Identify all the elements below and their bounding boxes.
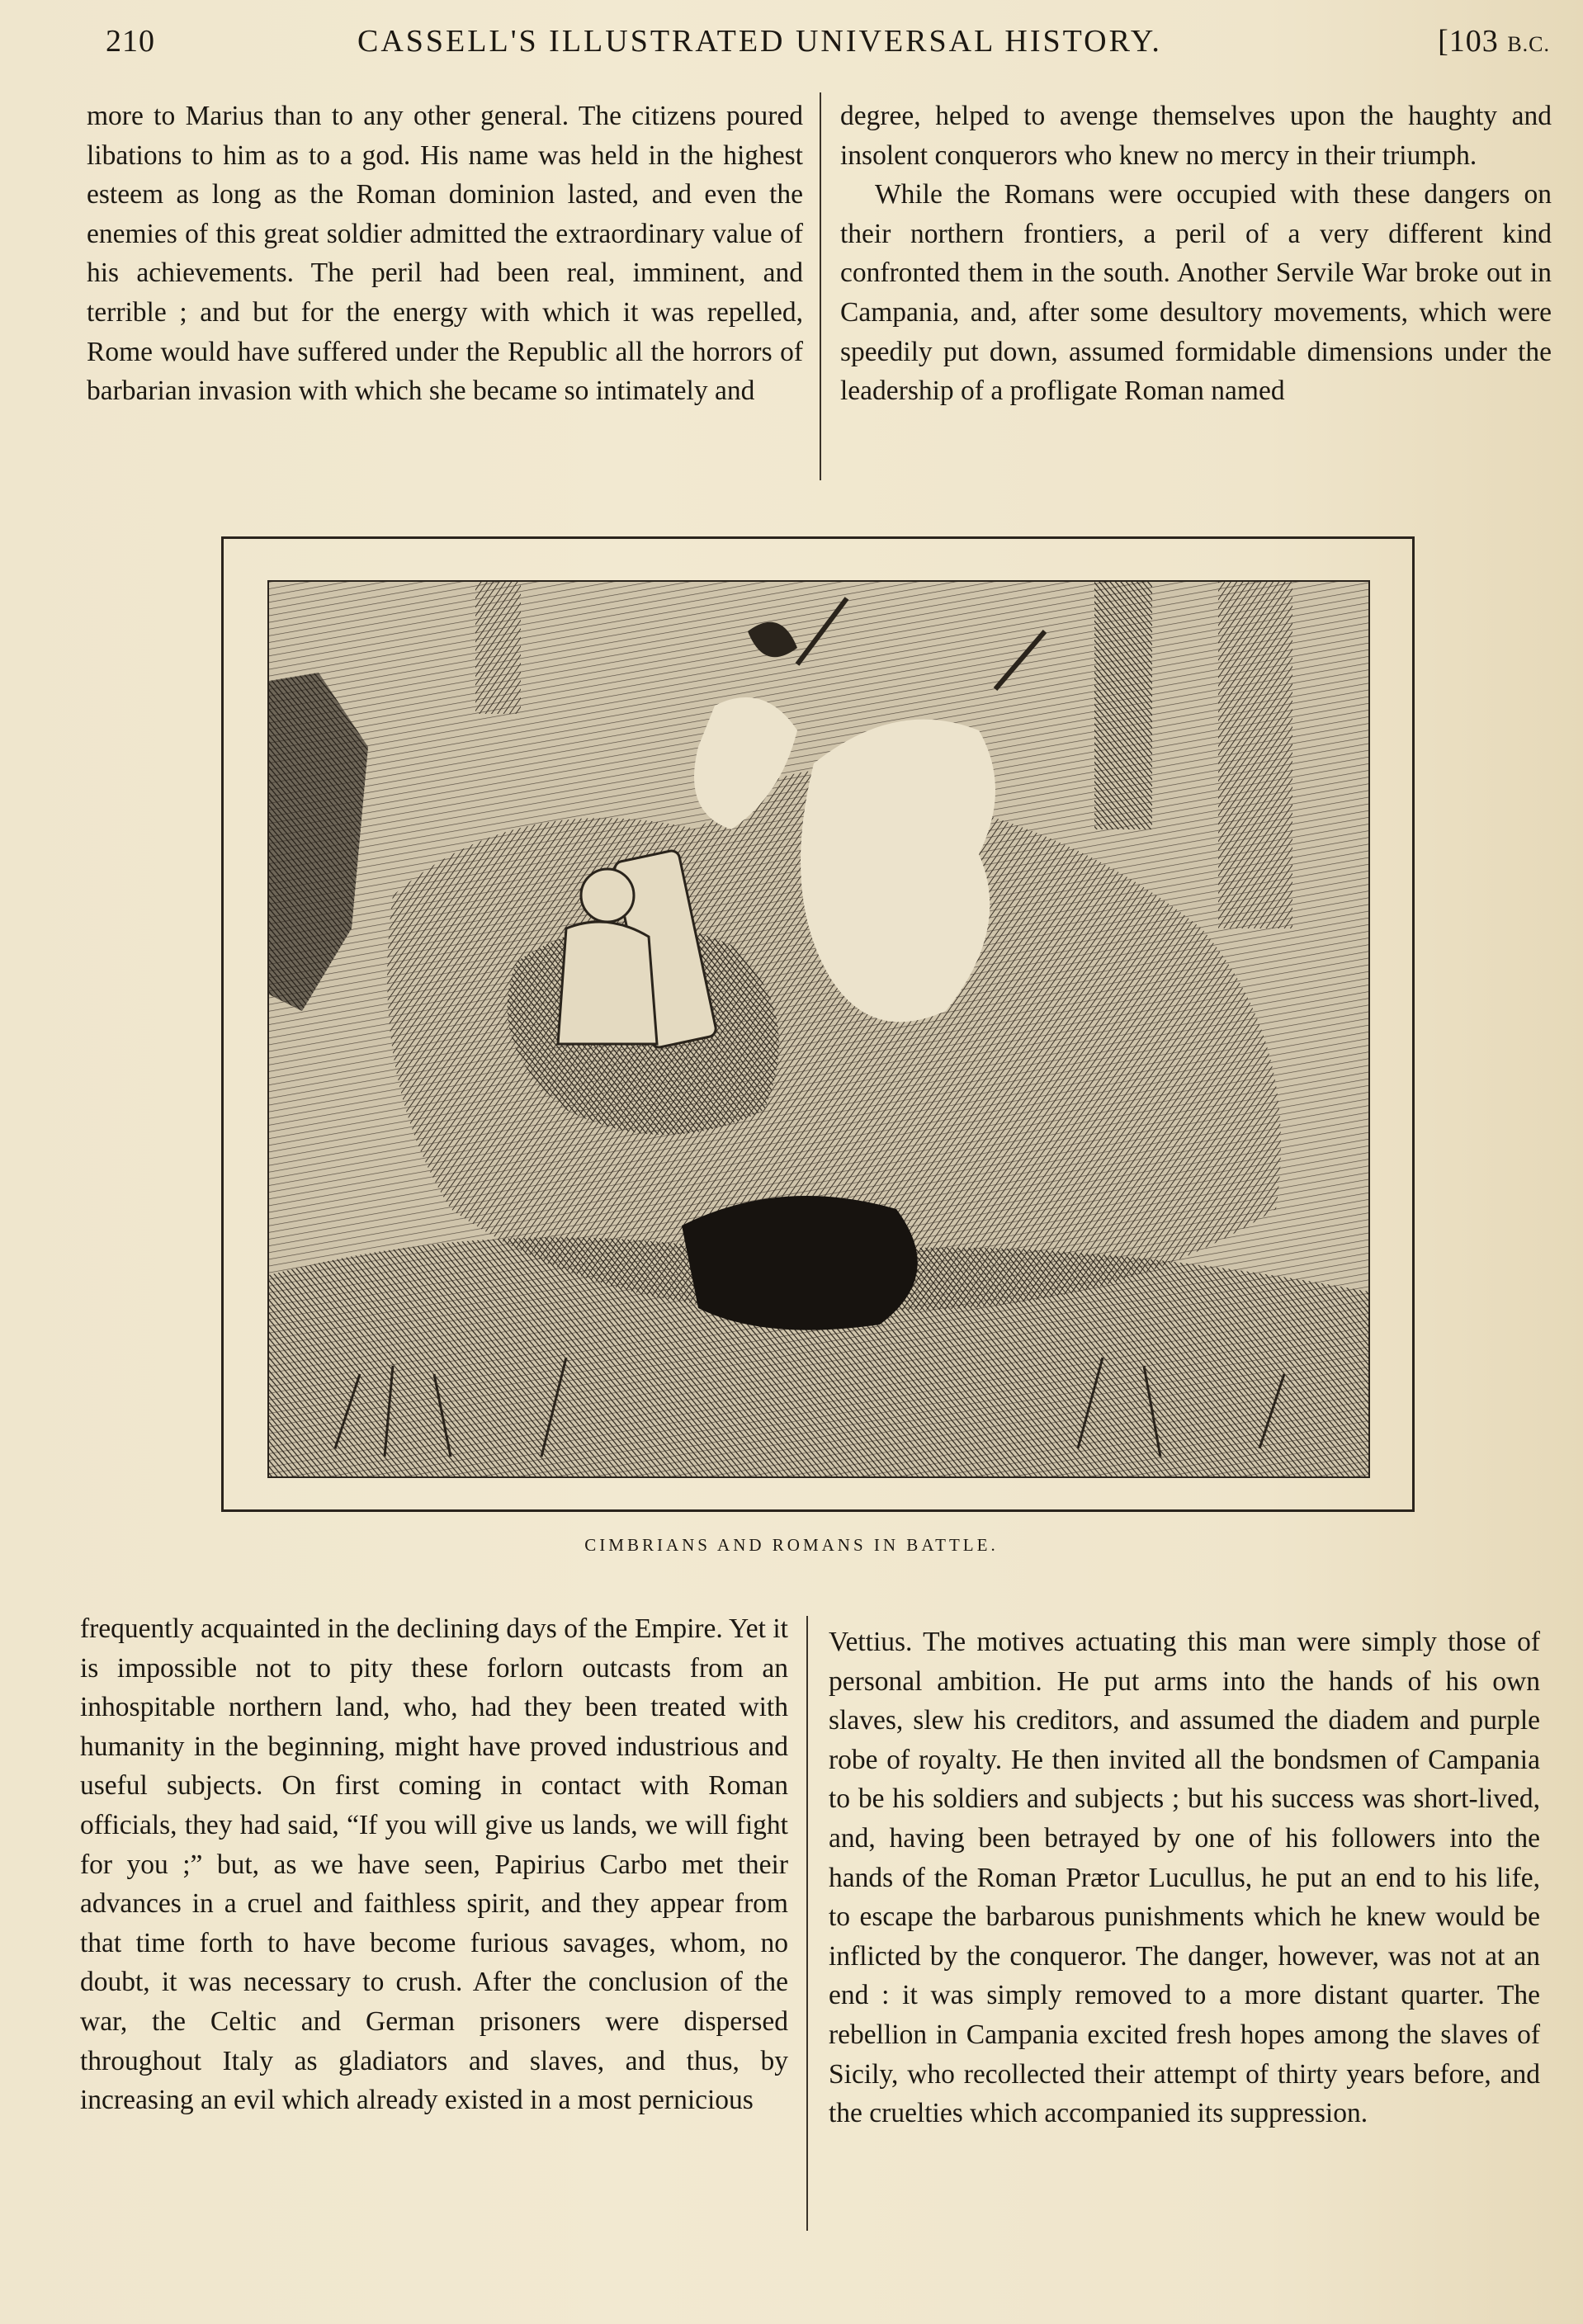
column-rule-top [820, 92, 821, 480]
date-year: [103 [1438, 24, 1508, 59]
text-column-top-right [840, 97, 1552, 411]
paragraph: degree, helped to avenge themselves upon the haughty and insolent conquerors who knew no mercy in their triumph. [840, 101, 1552, 171]
paragraph: While the Romans were occupied with these dangers on their northern frontiers, a peril of a very different kind confronted them in the south. Another Servile War broke out in Campania, and, after some desultory movements, which were speedily put down, assumed formidable dimensions under the leadership of a profligate Roman named [840, 179, 1552, 407]
battle-engraving-image [267, 580, 1370, 1478]
text-column-top-left [87, 97, 803, 411]
text-column-bottom-right [829, 1623, 1540, 2133]
book-title: CASSELL'S ILLUSTRATED UNIVERSAL HISTORY. [357, 24, 1162, 59]
paragraph: more to Marius than to any other general. The citizens poured libations to him as to a god. His name was held in the highest esteem as long as the Roman dominion lasted, and even the enemies of this great soldier admitted the extraordinary value of his achievements. The peril had been real, imminent, and terrible ; and but for the energy with which it was repelled, Rome would have suffered under the Republic all the horrors of barbarian invasion with which she became so intimately and [87, 101, 803, 407]
page-number: 210 [106, 24, 155, 59]
paragraph: Vettius. The motives actuating this man were simply those of personal ambition. He put arms into the hands of his own slaves, slew his creditors, and assumed the diadem and purple robe of royalty. He then invited all the bondsmen of Campania to be his soldiers and subjects ; but his success was short-lived, and, having been betrayed by one of his followers into the hands of the Roman Prætor Lucullus, he put an end to his life, to escape the barbarous punishments which he knew would be inflicted by the conqueror. The danger, however, was not at an end : it was simply removed to a more distant quarter. The rebellion in Campania excited fresh hopes among the slaves of Sicily, who recollected their attempt of thirty years before, and the cruelties which accompanied its suppression. [829, 1627, 1540, 2129]
date-marker [1438, 23, 1550, 59]
text-column-bottom-left [80, 1609, 788, 2120]
illustration-caption: CIMBRIANS AND ROMANS IN BATTLE. [584, 1535, 999, 1555]
running-head [106, 23, 1550, 73]
date-era: B.C. [1507, 32, 1550, 56]
column-rule-bottom [806, 1616, 808, 2231]
paragraph: frequently acquainted in the declining days of the Empire. Yet it is impossible not to pity these forlorn outcasts from an inhospitable northern land, who, had they been treated with humanity in the beginning, might have proved industrious and useful subjects. On first coming in contact with Roman officials, they had said, “If you will give us lands, we will fight for you ;” but, as we have seen, Papirius Carbo met their advances in a cruel and faithless spirit, and they appear from that time forth to have become furious savages, whom, no doubt, it was necessary to crush. After the conclusion of the war, the Celtic and German prisoners were dispersed throughout Italy as gladiators and slaves, and thus, by increasing an evil which already existed in a most pernicious [80, 1613, 788, 2116]
